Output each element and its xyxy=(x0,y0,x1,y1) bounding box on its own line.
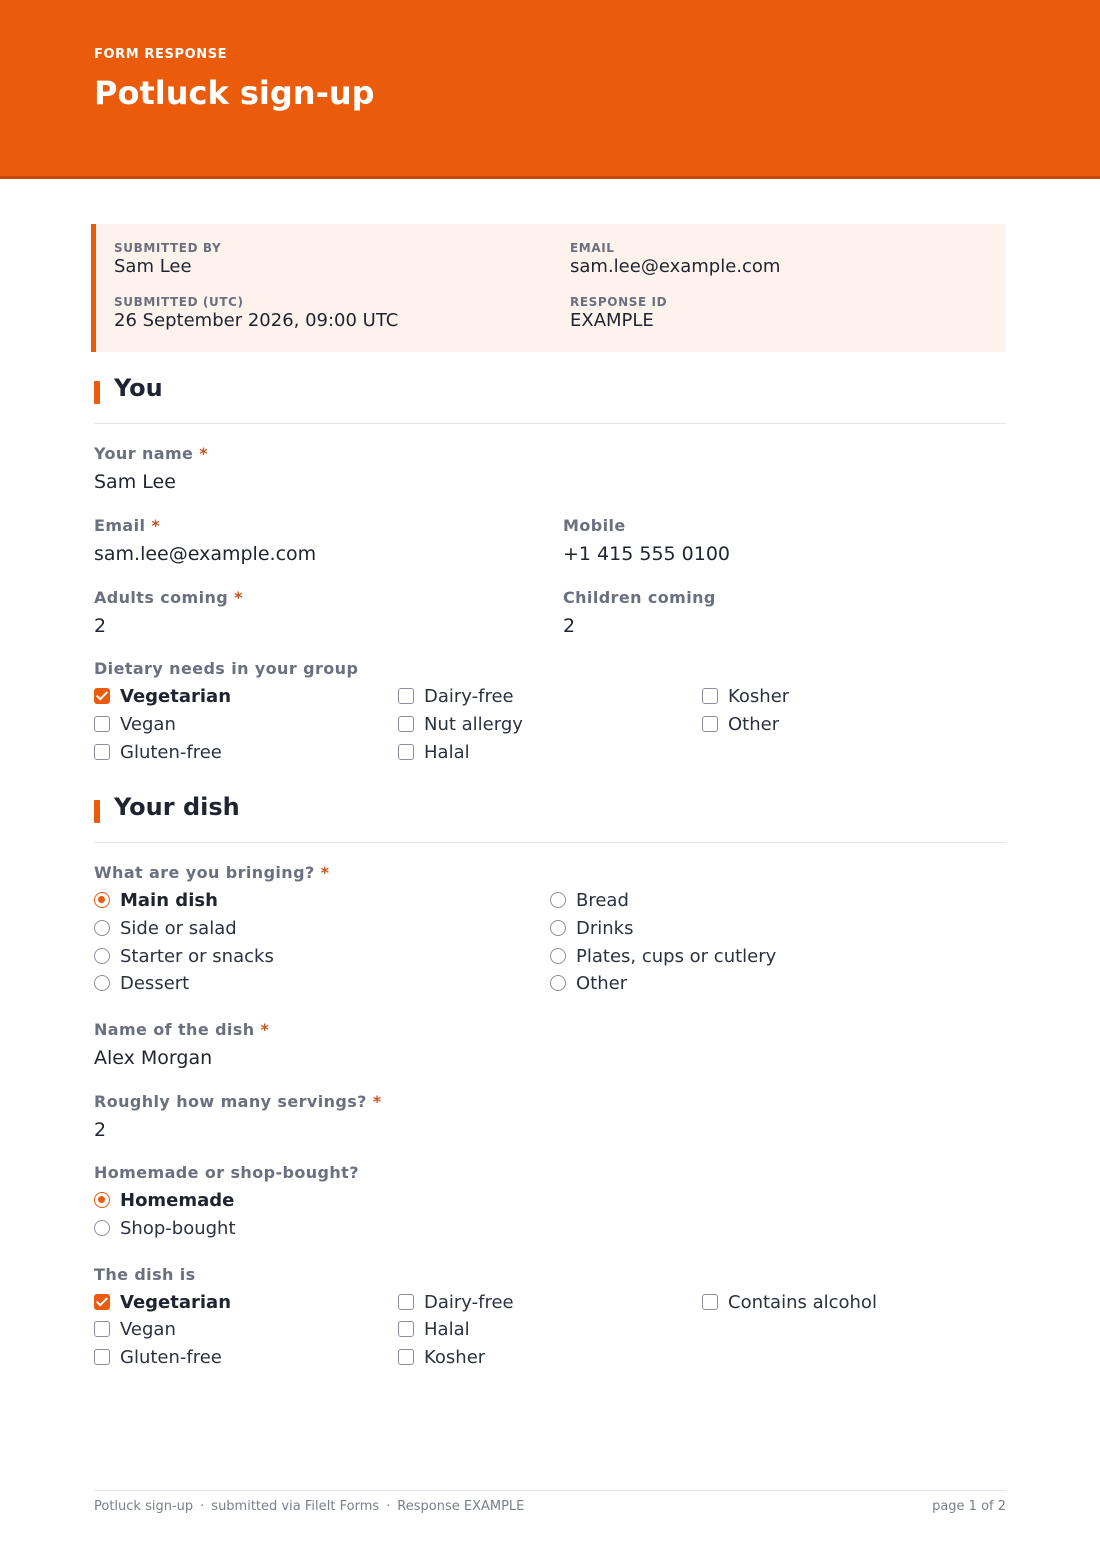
checkbox-option: Gluten-free xyxy=(94,740,222,764)
section-accent-bar xyxy=(94,381,100,404)
checkbox-icon xyxy=(94,1321,110,1337)
radio-option: Other xyxy=(550,971,627,995)
meta-response-id-value: EXAMPLE xyxy=(570,310,654,331)
radio-icon xyxy=(94,920,110,936)
radio-option: Starter or snacks xyxy=(94,944,274,968)
field-adults-coming xyxy=(94,588,243,637)
field-servings xyxy=(94,1092,382,1141)
section-accent-bar xyxy=(94,800,100,823)
checkbox-option: Other xyxy=(702,712,779,736)
meta-submitted-utc xyxy=(114,295,398,331)
checkbox-checked-icon xyxy=(94,688,110,704)
radio-icon xyxy=(94,1220,110,1236)
meta-submitted-utc-label: SUBMITTED (UTC) xyxy=(114,295,244,309)
checkbox-icon xyxy=(398,1294,414,1310)
field-value: 2 xyxy=(563,615,576,637)
checkbox-icon xyxy=(702,1294,718,1310)
radio-icon xyxy=(550,975,566,991)
section-you xyxy=(94,374,1006,424)
radio-option: Drinks xyxy=(550,916,633,940)
field-label: The dish is xyxy=(94,1265,196,1284)
radio-icon xyxy=(94,948,110,964)
checkbox-checked-icon xyxy=(94,1294,110,1310)
checkbox-option: Dairy-free xyxy=(398,684,514,708)
field-label: Dietary needs in your group xyxy=(94,659,359,678)
field-label: What are you bringing? * xyxy=(94,863,330,882)
field-mobile xyxy=(563,516,730,565)
required-mark: * xyxy=(260,1020,270,1039)
section-title: You xyxy=(114,374,163,402)
field-value: 2 xyxy=(94,1119,107,1141)
field-value: 2 xyxy=(94,615,107,637)
field-value: +1 415 555 0100 xyxy=(563,543,731,565)
meta-email-value: sam.lee@example.com xyxy=(570,256,781,277)
field-label: Children coming xyxy=(563,588,716,607)
checkbox-option: Vegetarian xyxy=(94,684,231,708)
checkbox-option: Kosher xyxy=(702,684,789,708)
field-label: Your name * xyxy=(94,444,209,463)
meta-submitted-utc-value: 26 September 2026, 09:00 UTC xyxy=(114,310,399,331)
checkbox-icon xyxy=(398,716,414,732)
checkbox-icon xyxy=(398,744,414,760)
checkbox-icon xyxy=(398,1321,414,1337)
footer-form-name: Potluck sign-up xyxy=(94,1499,194,1514)
checkbox-option: Gluten-free xyxy=(94,1345,222,1369)
form-eyebrow: FORM RESPONSE xyxy=(94,47,228,62)
radio-selected-icon xyxy=(94,892,110,908)
meta-submitted-by-value: Sam Lee xyxy=(114,256,192,277)
field-label: Adults coming * xyxy=(94,588,243,607)
radio-icon xyxy=(550,920,566,936)
meta-response-id-label: RESPONSE ID xyxy=(570,295,668,309)
field-value: Alex Morgan xyxy=(94,1047,213,1069)
checkbox-option: Vegan xyxy=(94,712,176,736)
footer-response: Response EXAMPLE xyxy=(397,1499,525,1514)
checkbox-option: Vegan xyxy=(94,1317,176,1341)
checkbox-option: Nut allergy xyxy=(398,712,523,736)
meta-response-id xyxy=(570,295,667,331)
checkbox-option: Vegetarian xyxy=(94,1290,231,1314)
field-homemade xyxy=(94,1163,359,1182)
field-label: Homemade or shop-bought? xyxy=(94,1163,359,1182)
checkbox-option: Halal xyxy=(398,740,470,764)
radio-icon xyxy=(550,948,566,964)
page-footer xyxy=(94,1490,1006,1530)
field-what-bringing xyxy=(94,863,329,882)
radio-icon xyxy=(94,975,110,991)
radio-icon xyxy=(550,892,566,908)
form-header xyxy=(0,0,1100,179)
checkbox-option: Contains alcohol xyxy=(702,1290,877,1314)
meta-submitted-by xyxy=(114,241,221,277)
radio-option: Main dish xyxy=(94,888,218,912)
form-title: Potluck sign-up xyxy=(94,74,375,112)
footer-info xyxy=(94,1499,524,1514)
radio-selected-icon xyxy=(94,1192,110,1208)
checkbox-icon xyxy=(398,688,414,704)
meta-email xyxy=(570,241,780,277)
field-dish-name xyxy=(94,1020,269,1069)
section-title: Your dish xyxy=(114,793,240,821)
meta-submitted-by-label: SUBMITTED BY xyxy=(114,241,222,255)
footer-separator: · xyxy=(386,1499,391,1514)
footer-via: submitted via FileIt Forms xyxy=(211,1499,380,1514)
radio-option: Side or salad xyxy=(94,916,237,940)
checkbox-option: Dairy-free xyxy=(398,1290,514,1314)
page-number: page 1 of 2 xyxy=(932,1499,1006,1514)
required-mark: * xyxy=(151,516,161,535)
field-value: Sam Lee xyxy=(94,471,176,493)
field-value: sam.lee@example.com xyxy=(94,543,317,565)
required-mark: * xyxy=(199,444,209,463)
radio-option: Dessert xyxy=(94,971,189,995)
field-label: Email * xyxy=(94,516,161,535)
field-label: Roughly how many servings? * xyxy=(94,1092,382,1111)
meta-email-label: EMAIL xyxy=(570,241,615,255)
required-mark: * xyxy=(320,863,330,882)
checkbox-icon xyxy=(702,688,718,704)
checkbox-option: Kosher xyxy=(398,1345,485,1369)
radio-option: Shop-bought xyxy=(94,1216,236,1240)
submission-meta xyxy=(91,224,1006,352)
field-children-coming xyxy=(563,588,716,637)
footer-separator: · xyxy=(200,1499,205,1514)
required-mark: * xyxy=(234,588,243,607)
radio-option: Bread xyxy=(550,888,629,912)
checkbox-option: Halal xyxy=(398,1317,470,1341)
checkbox-icon xyxy=(94,716,110,732)
checkbox-icon xyxy=(702,716,718,732)
field-label: Mobile xyxy=(563,516,626,535)
field-email xyxy=(94,516,316,565)
field-dish-is xyxy=(94,1265,196,1284)
required-mark: * xyxy=(372,1092,382,1111)
section-your-dish xyxy=(94,793,1006,843)
field-dietary-needs xyxy=(94,659,358,678)
checkbox-icon xyxy=(94,1349,110,1365)
field-label: Name of the dish * xyxy=(94,1020,270,1039)
field-your-name xyxy=(94,444,208,493)
checkbox-icon xyxy=(398,1349,414,1365)
checkbox-icon xyxy=(94,744,110,760)
radio-option: Homemade xyxy=(94,1188,234,1212)
radio-option: Plates, cups or cutlery xyxy=(550,944,776,968)
